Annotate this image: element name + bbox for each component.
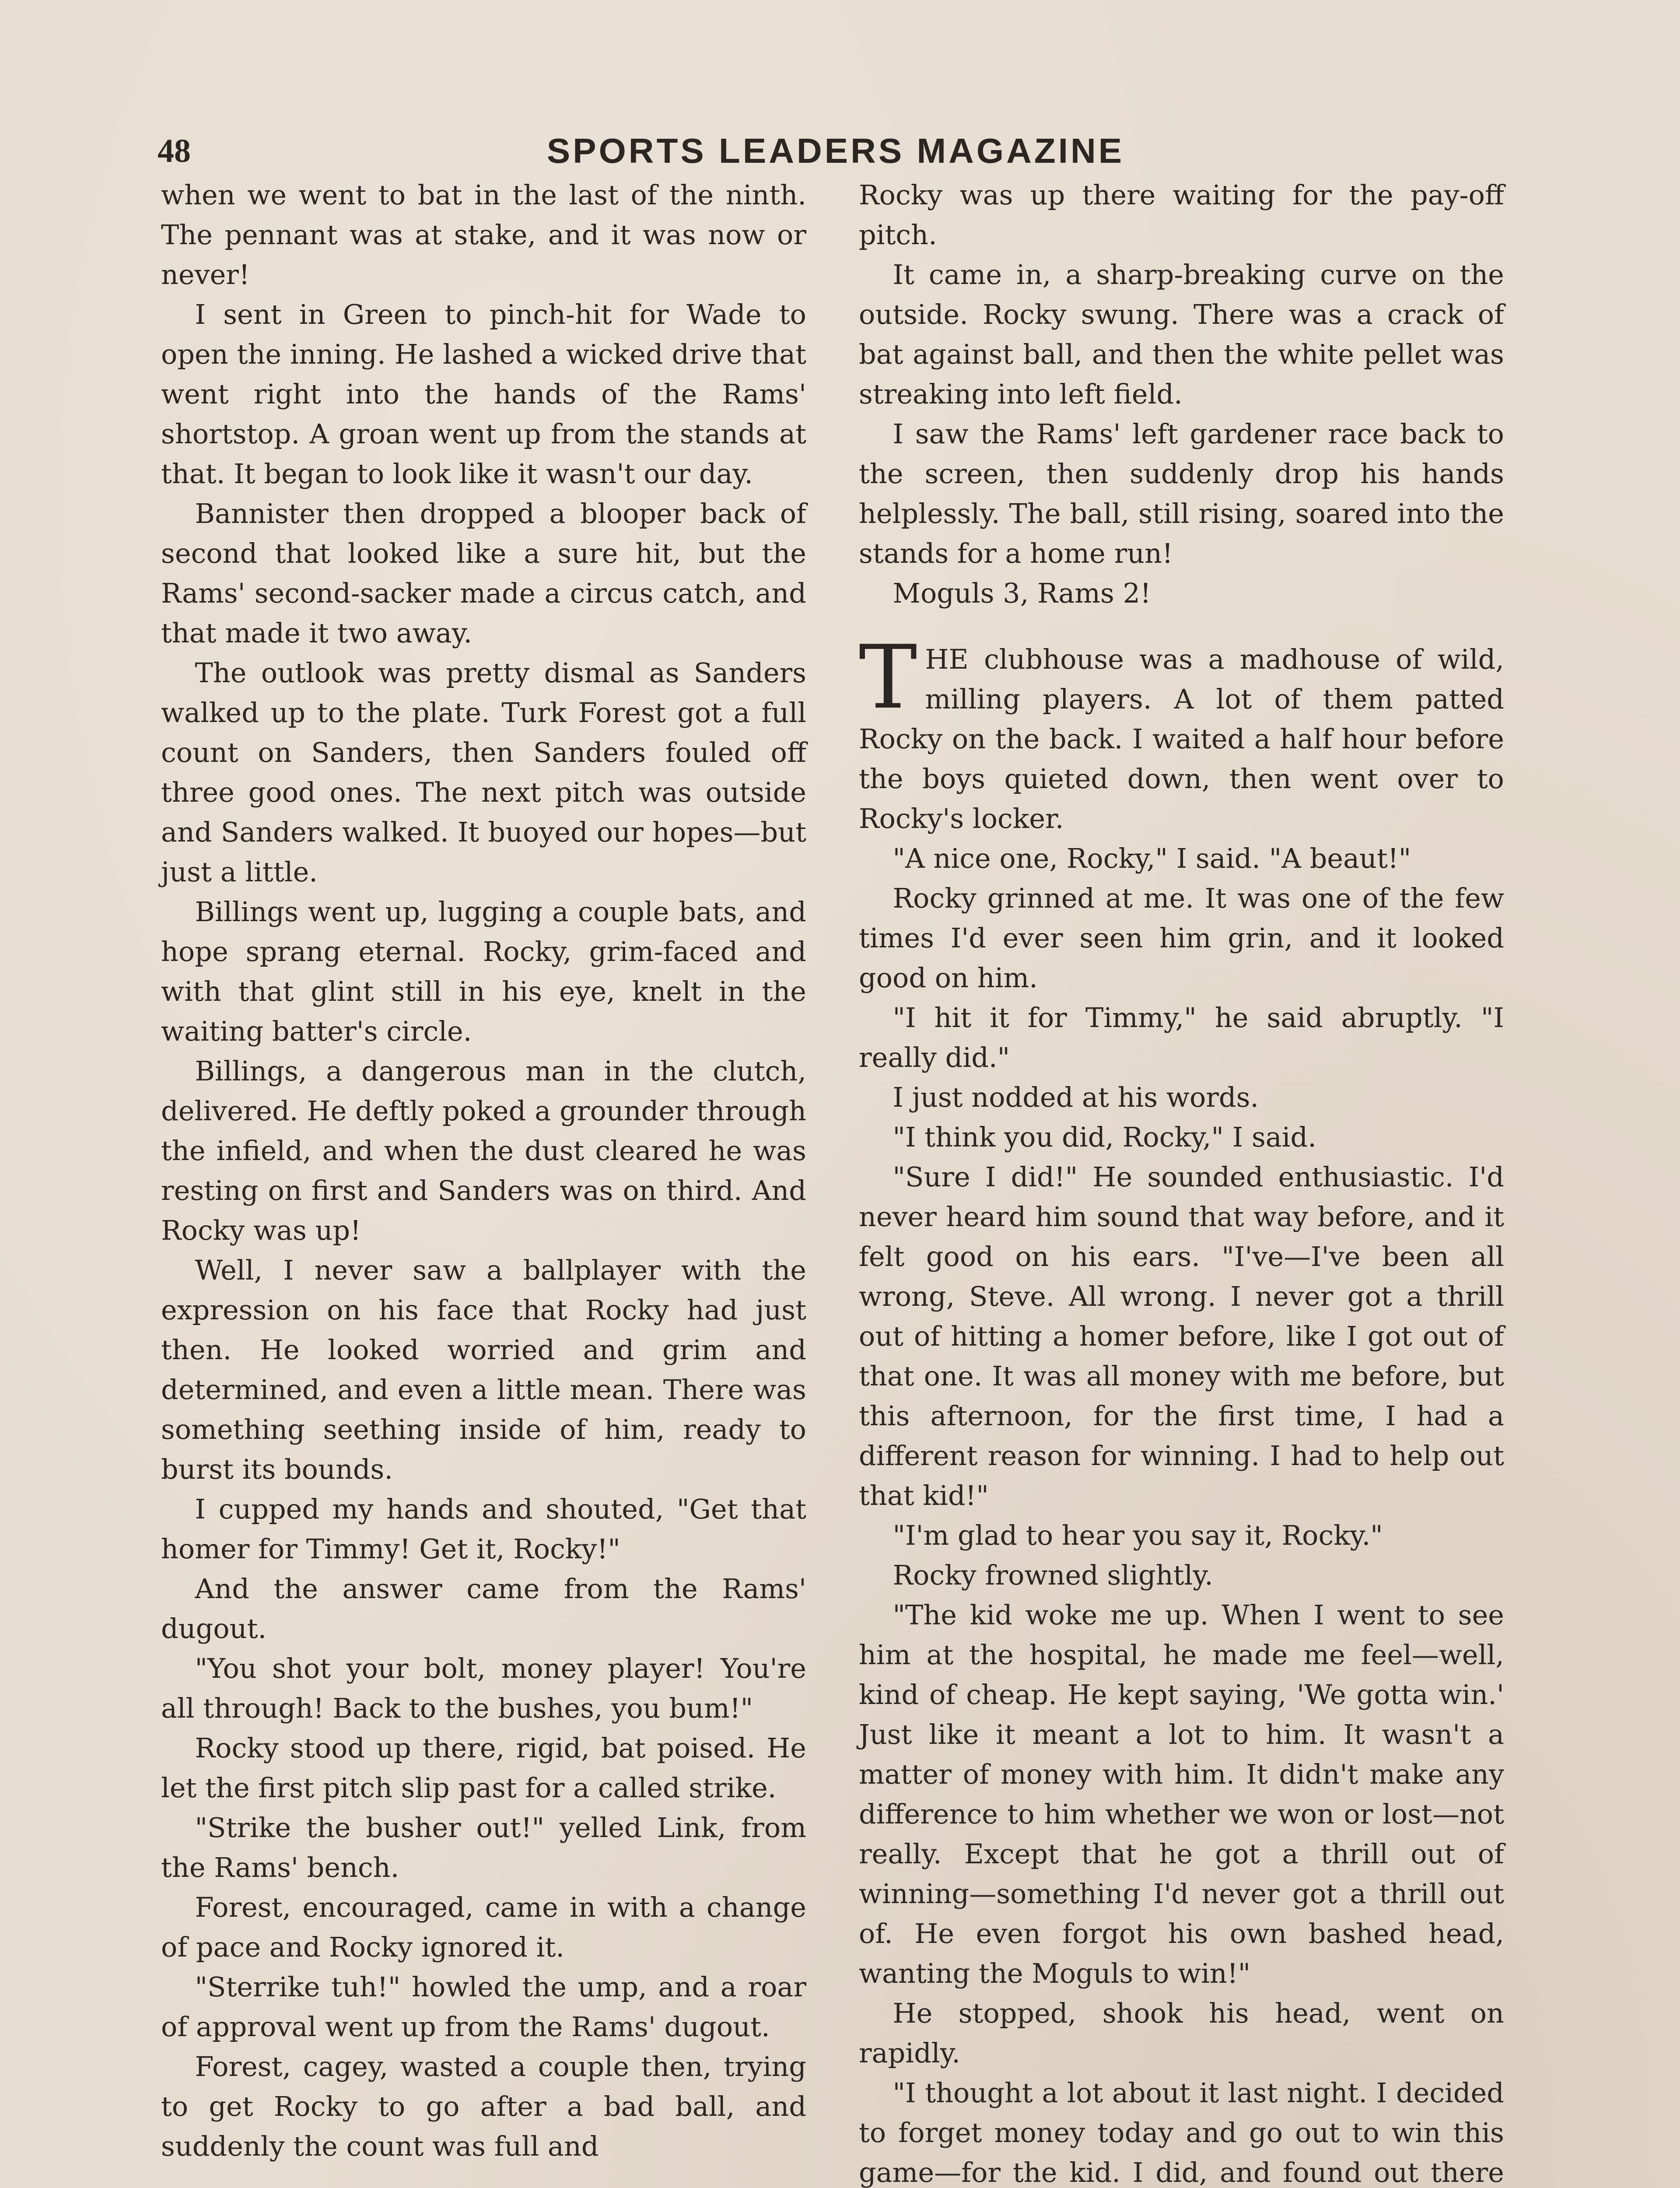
left-column [161,175,806,2166]
paragraph: It came in, a sharp-breaking curve on the outside. Rocky swung. There was a crack of bat against ball, and then the white pellet was streaking into left field. [859,259,1504,410]
paragraph: "Sterrike tuh!" howled the ump, and a roar of approval went up from the Rams' dugout. [161,1971,806,2043]
paragraph: He stopped, shook his head, went on rapidly. [859,1997,1504,2069]
right-column [859,175,1504,2188]
paragraph: "A nice one, Rocky," I said. "A beaut!" [892,842,1411,874]
paragraph: Bannister then dropped a blooper back of second that looked like a sure hit, but the Rams' second-sacker made a circus catch, and that made it two away. [161,498,806,649]
section-break [859,613,1504,639]
paragraph: "Sure I did!" He sounded enthusiastic. I'd never heard him sound that way before, and it felt good on his ears. "I've—I've been all wrong, Steve. All wrong. I never got a thrill out of hitting a homer before, like I got out of that one. It was all money with me before, but this afternoon, for the first time, I had a different reason for winning. I had to help out that kid!" [859,1161,1504,1511]
paragraph: "You shot your bolt, money player! You're all through! Back to the bushes, you bum!" [161,1652,806,1724]
paragraph: "I think you did, Rocky," I said. [892,1121,1316,1153]
paragraph: I saw the Rams' left gardener race back to the screen, then suddenly drop his hands helplessly. The ball, still rising, soared into the stands for a home run! [859,418,1504,569]
drop-cap: T [859,627,917,729]
paragraph: Rocky stood up there, rigid, bat poised. He let the first pitch slip past for a called strike. [161,1732,806,1804]
paragraph: I sent in Green to pinch-hit for Wade to open the inning. He lashed a wicked drive that went right into the hands of the Rams' shortstop. A groan went up from the stands at that. It began to look like it wasn't our day. [161,298,806,490]
paragraph: Rocky grinned at me. It was one of the few times I'd ever seen him grin, and it looked good on him. [859,882,1504,994]
paragraph: Forest, cagey, wasted a couple then, trying to get Rocky to go after a bad ball, and suddenly the count was full and [161,2051,806,2162]
paragraph: Well, I never saw a ballplayer with the expression on his face that Rocky had just then. He looked worried and grim and determined, and even a little mean. There was something seething inside of him, ready to burst its bounds. [161,1254,806,1485]
paragraph: when we went to bat in the last of the ninth. The pennant was at stake, and it was now or never! [161,179,806,291]
paragraph: Billings went up, lugging a couple bats, and hope sprang eternal. Rocky, grim-faced and with that glint still in his eye, knelt in the waiting batter's circle. [161,896,806,1047]
section-opening-paragraph [859,627,1504,838]
paragraph: "I hit it for Timmy," he said abruptly. "I really did." [859,1002,1504,1073]
paragraph: Billings, a dangerous man in the clutch, delivered. He deftly poked a grounder through the infield, and when the dust cleared he was resting on first and Sanders was on third. And Rocky was up! [161,1055,806,1246]
paragraph: The outlook was pretty dismal as Sanders walked up to the plate. Turk Forest got a full count on Sanders, then Sanders fouled off three good ones. The next pitch was outside and Sanders walked. It buoyed our hopes—but just a little. [161,657,806,888]
magazine-title: SPORTS LEADERS MAGAZINE [546,131,1125,170]
page-header [158,127,1514,175]
paragraph: "The kid woke me up. When I went to see him at the hospital, he made me feel—well, kind of cheap. He kept saying, 'We gotta win.' Just like it meant a lot to him. It wasn't a matter of money with him. It didn't make any difference to him whether we won or lost—not really. Except that he got a thrill out of winning—something I'd never got a thrill out of. He even forgot his own bashed head, wanting the Moguls to win!" [859,1599,1504,1989]
paragraph: Rocky frowned slightly. [892,1559,1213,1591]
paragraph: "I thought a lot about it last night. I decided to forget money today and go out to win this game—for the kid. I did, and found out there [859,2077,1504,2188]
section-opening-text: HE clubhouse was a madhouse of wild, milling players. A lot of them patted Rocky on the back. I waited a half hour before the boys quieted down, then went over to Rocky's locker. [859,643,1504,835]
paragraph: I cupped my hands and shouted, "Get that homer for Timmy! Get it, Rocky!" [161,1493,806,1565]
paragraph: "I'm glad to hear you say it, Rocky." [892,1519,1383,1551]
paragraph: "Strike the busher out!" yelled Link, from the Rams' bench. [161,1812,806,1883]
paragraph: I just nodded at his words. [892,1081,1259,1113]
paragraph: Forest, encouraged, came in with a change of pace and Rocky ignored it. [161,1891,806,1963]
paragraph: Moguls 3, Rams 2! [892,577,1151,609]
paragraph: Rocky was up there waiting for the pay-off pitch. [859,179,1504,251]
page-number: 48 [158,133,191,169]
paragraph: And the answer came from the Rams' dugout. [161,1573,806,1645]
